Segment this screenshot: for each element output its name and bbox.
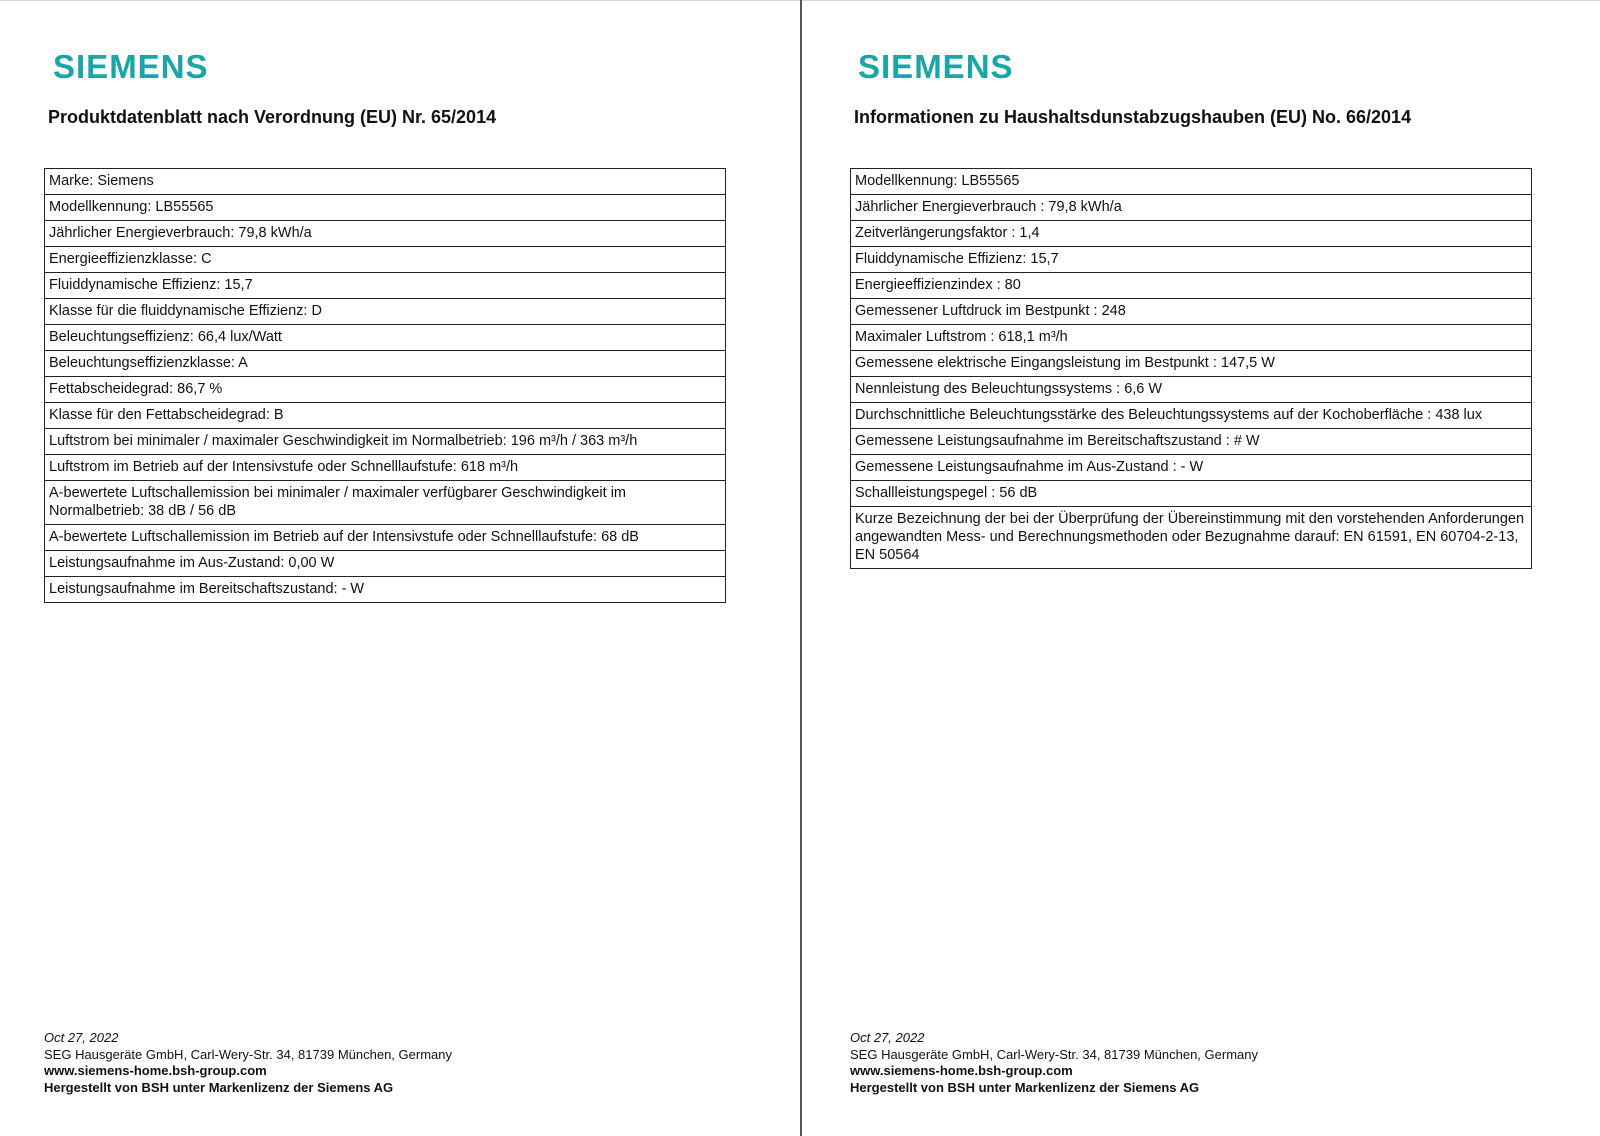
table-row [851, 169, 1532, 195]
table-row [851, 481, 1532, 507]
page-footer [44, 1030, 452, 1096]
table-row [851, 429, 1532, 455]
table-row [45, 325, 726, 351]
table-cell: Maximaler Luftstrom : 618,1 m³/h [851, 325, 1532, 351]
table-cell: Beleuchtungseffizienzklasse: A [45, 351, 726, 377]
hood-info-table [850, 168, 1532, 569]
table-cell: Modellkennung: LB55565 [851, 169, 1532, 195]
footer-license: Hergestellt von BSH unter Markenlizenz der Siemens AG [850, 1079, 1200, 1095]
table-row [851, 455, 1532, 481]
table-cell: Durchschnittliche Beleuchtungsstärke des Beleuchtungssystems auf der Kochoberfläche : 438 lux [851, 403, 1532, 429]
footer-address: SEG Hausgeräte GmbH, Carl-Wery-Str. 34, 81739 München, Germany [44, 1046, 452, 1062]
table-cell: Jährlicher Energieverbrauch: 79,8 kWh/a [45, 221, 726, 247]
table-row [45, 551, 726, 577]
table-cell: Energieeffizienzklasse: C [45, 247, 726, 273]
table-cell: Fluiddynamische Effizienz: 15,7 [851, 247, 1532, 273]
table-cell: Fettabscheidegrad: 86,7 % [45, 377, 726, 403]
table-row [851, 247, 1532, 273]
table-row [45, 169, 726, 195]
table-row [45, 377, 726, 403]
table-cell: Schallleistungspegel : 56 dB [851, 481, 1532, 507]
footer-date: Oct 27, 2022 [850, 1030, 925, 1045]
table-cell: Modellkennung: LB55565 [45, 195, 726, 221]
page-footer [850, 1030, 1258, 1096]
table-cell: Luftstrom im Betrieb auf der Intensivstufe oder Schnelllaufstufe: 618 m³/h [45, 455, 726, 481]
table-row [45, 525, 726, 551]
footer-address: SEG Hausgeräte GmbH, Carl-Wery-Str. 34, 81739 München, Germany [850, 1046, 1258, 1062]
footer-url: www.siemens-home.bsh-group.com [44, 1063, 267, 1078]
table-row [851, 507, 1532, 569]
table-cell: Kurze Bezeichnung der bei der Überprüfung der Übereinstimmung mit den vorstehenden Anforderungen angewandten Mess- und Berechnungsmethoden oder Bezugnahme darauf: EN 61591, EN 60704-2-13, EN 50564 [851, 507, 1532, 569]
table-cell: Beleuchtungseffizienz: 66,4 lux/Watt [45, 325, 726, 351]
table-cell: Leistungsaufnahme im Bereitschaftszustand: - W [45, 577, 726, 603]
table-row [851, 299, 1532, 325]
table-row [851, 221, 1532, 247]
table-row [45, 221, 726, 247]
table-cell: Gemessene elektrische Eingangsleistung im Bestpunkt : 147,5 W [851, 351, 1532, 377]
table-row [45, 455, 726, 481]
table-cell: Fluiddynamische Effizienz: 15,7 [45, 273, 726, 299]
table-cell: Klasse für die fluiddynamische Effizienz: D [45, 299, 726, 325]
table-row [45, 577, 726, 603]
product-data-table [44, 168, 726, 603]
table-cell: Leistungsaufnahme im Aus-Zustand: 0,00 W [45, 551, 726, 577]
siemens-logo: SIEMENS [858, 48, 1014, 85]
page-title: Produktdatenblatt nach Verordnung (EU) Nr. 65/2014 [48, 107, 497, 127]
table-cell: Marke: Siemens [45, 169, 726, 195]
table-row [851, 403, 1532, 429]
table-cell: Energieeffizienzindex : 80 [851, 273, 1532, 299]
table-row [45, 481, 726, 525]
table-cell: A-bewertete Luftschallemission im Betrieb auf der Intensivstufe oder Schnelllaufstufe: 68 dB [45, 525, 726, 551]
table-row [851, 377, 1532, 403]
table-row [45, 403, 726, 429]
table-row [851, 325, 1532, 351]
table-cell: Zeitverlängerungsfaktor : 1,4 [851, 221, 1532, 247]
page-title: Informationen zu Haushaltsdunstabzugshauben (EU) No. 66/2014 [854, 107, 1412, 127]
right-page [806, 0, 1600, 1136]
table-row [45, 299, 726, 325]
table-row [45, 247, 726, 273]
footer-url: www.siemens-home.bsh-group.com [850, 1063, 1073, 1078]
footer-license: Hergestellt von BSH unter Markenlizenz der Siemens AG [44, 1079, 394, 1095]
page-divider [800, 0, 802, 1136]
table-row [45, 351, 726, 377]
footer-date: Oct 27, 2022 [44, 1030, 119, 1045]
table-cell: Klasse für den Fettabscheidegrad: B [45, 403, 726, 429]
table-row [45, 429, 726, 455]
table-row [45, 273, 726, 299]
table-row [851, 273, 1532, 299]
table-cell: Jährlicher Energieverbrauch : 79,8 kWh/a [851, 195, 1532, 221]
table-cell: Luftstrom bei minimaler / maximaler Geschwindigkeit im Normalbetrieb: 196 m³/h / 363 m³/h [45, 429, 726, 455]
table-cell: A-bewertete Luftschallemission bei minimaler / maximaler verfügbarer Geschwindigkeit im Normalbetrieb: 38 dB / 56 dB [45, 481, 726, 525]
table-row [851, 351, 1532, 377]
table-cell: Gemessene Leistungsaufnahme im Aus-Zustand : - W [851, 455, 1532, 481]
table-cell: Gemessene Leistungsaufnahme im Bereitschaftszustand : # W [851, 429, 1532, 455]
table-cell: Nennleistung des Beleuchtungssystems : 6,6 W [851, 377, 1532, 403]
table-row [45, 195, 726, 221]
table-row [851, 195, 1532, 221]
siemens-logo: SIEMENS [53, 48, 209, 85]
table-cell: Gemessener Luftdruck im Bestpunkt : 248 [851, 299, 1532, 325]
